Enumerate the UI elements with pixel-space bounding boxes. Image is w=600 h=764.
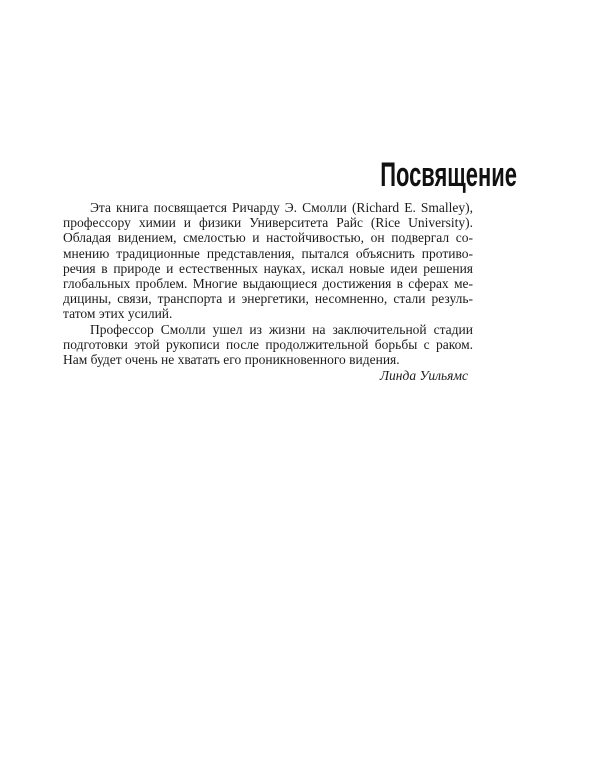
text-line: татом этих усилий. bbox=[63, 306, 173, 322]
signature: Линда Уильямс bbox=[379, 368, 468, 384]
text-line: подготовки этой рукописи после продолжительной борьбы с раком. bbox=[63, 336, 473, 352]
text-line: мнению традиционные представления, пытался объяснить противо- bbox=[63, 245, 473, 261]
text-line: Профессор Смолли ушел из жизни на заключительной стадии bbox=[90, 321, 473, 337]
text-line: дицины, связи, транспорта и энергетики, несомненно, стали резуль- bbox=[63, 291, 473, 307]
text-line: Эта книга посвящается Ричарду Э. Смолли (Richard E. Smalley), bbox=[90, 200, 473, 215]
text-line: Обладая видением, смелостью и настойчивостью, он подвергал со- bbox=[63, 230, 473, 246]
text-line: профессору химии и физики Университета Райс (Rice University). bbox=[63, 215, 473, 231]
page-title: Посвящение bbox=[380, 156, 517, 194]
text-line: речия в природе и естественных науках, искал новые идеи решения bbox=[63, 260, 473, 276]
dedication-text bbox=[63, 200, 473, 383]
text-line: глобальных проблем. Многие выдающиеся достижения в сферах ме- bbox=[63, 276, 473, 292]
text-line: Нам будет очень не хватать его проникновенного видения. bbox=[63, 352, 400, 368]
